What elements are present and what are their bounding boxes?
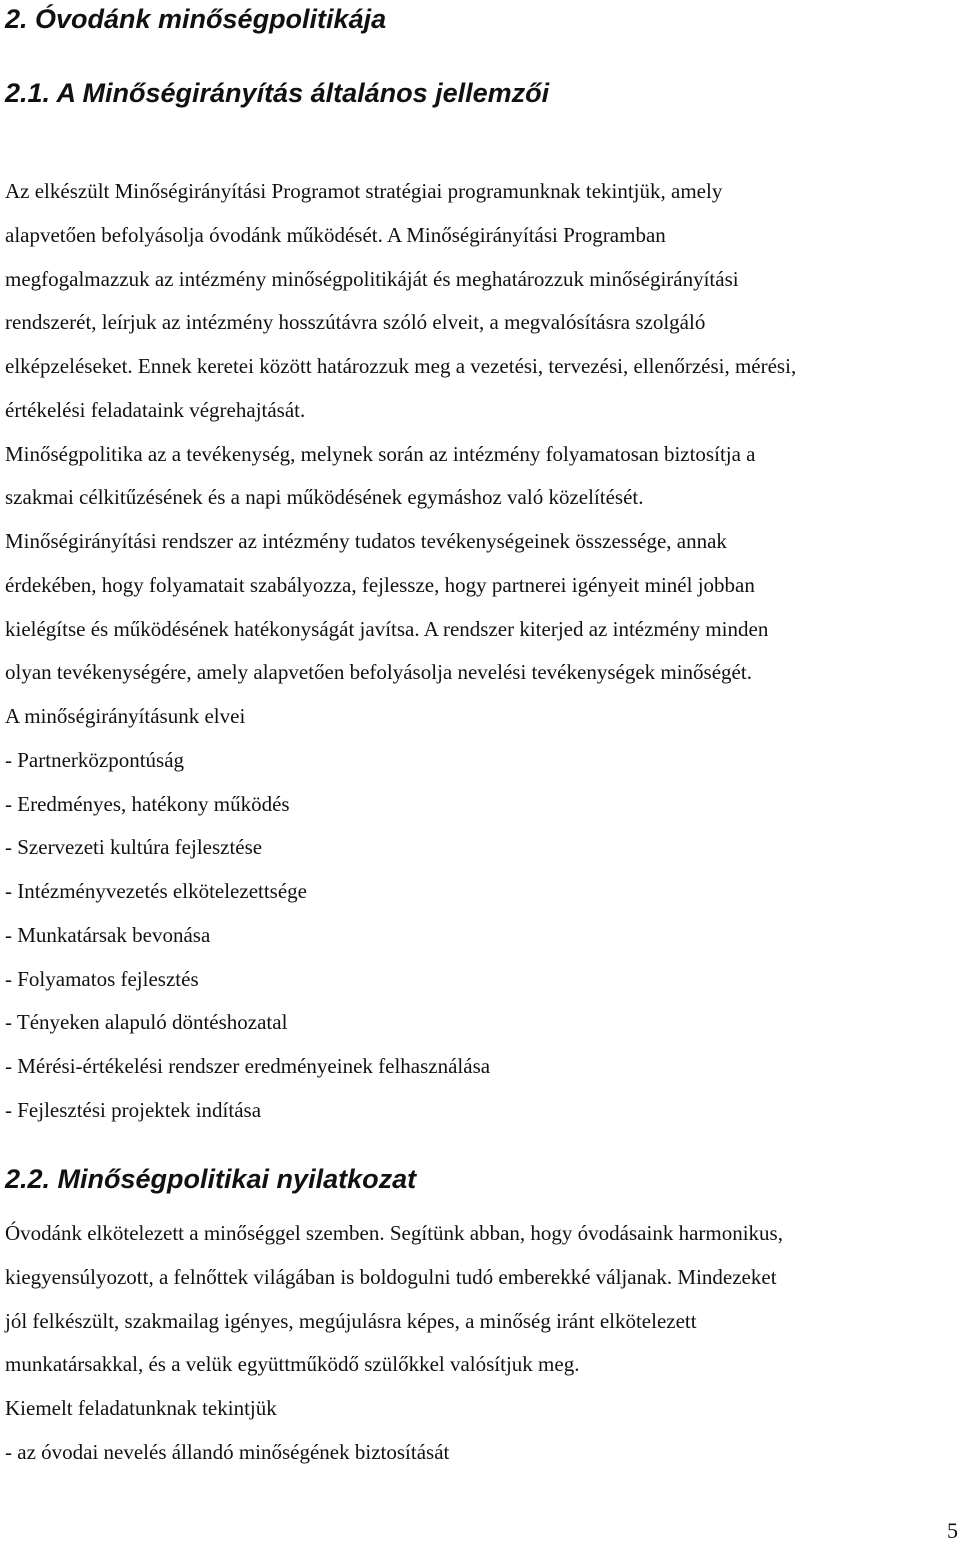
text-line: Kiemelt feladatunknak tekintjük <box>5 1396 277 1420</box>
text-line: olyan tevékenységére, amely alapvetően befolyásolja nevelési tevékenységek minőségét. <box>5 660 752 685</box>
list-item: - Folyamatos fejlesztés <box>5 966 199 991</box>
text-line: alapvetően befolyásolja óvodánk működését. A Minőségirányítási Programban <box>5 222 666 247</box>
subsection-2-1-body <box>5 170 957 1133</box>
text-line: kiegyensúlyozott, a felnőttek világában is boldogulni tudó emberekké váljanak. Mindezeket <box>5 1264 777 1289</box>
text-line: munkatársakkal, és a velük együttműködő szülőkkel valósítjuk meg. <box>5 1352 580 1377</box>
principles-intro: A minőségirányításunk elvei <box>5 704 246 728</box>
list-item: - Tényeken alapuló döntéshozatal <box>5 1010 288 1035</box>
list-item: - Eredményes, hatékony működés <box>5 791 290 816</box>
text-line: Az elkészült Minőségirányítási Programot stratégiai programunknak tekintjük, amely <box>5 179 723 203</box>
list-item: - Fejlesztési projektek indítása <box>5 1097 262 1122</box>
text-line: értékelési feladataink végrehajtását. <box>5 397 306 422</box>
page-number: 5 <box>947 1518 958 1543</box>
text-line: jól felkészült, szakmailag igényes, megújulásra képes, a minőség iránt elkötelezett <box>5 1308 697 1333</box>
subsection-heading-2-1: 2.1. A Minőségirányítás általános jellemzői <box>5 78 550 108</box>
list-item: - az óvodai nevelés állandó minőségének biztosítását <box>5 1439 450 1464</box>
text-line: szakmai célkitűzésének és a napi működésének egymáshoz való közelítését. <box>5 485 644 510</box>
text-line: megfogalmazzuk az intézmény minőségpolitikáját és meghatározzuk minőségirányítási <box>5 266 739 291</box>
text-line: Minőségirányítási rendszer az intézmény tudatos tevékenységeinek összessége, annak <box>5 529 727 553</box>
list-item: - Munkatársak bevonása <box>5 922 211 947</box>
list-item: - Mérési-értékelési rendszer eredményeinek felhasználása <box>5 1054 491 1078</box>
text-line: érdekében, hogy folyamatait szabályozza, fejlessze, hogy partnerei igényeit minél jobban <box>5 572 755 597</box>
list-item: - Partnerközpontúság <box>5 747 185 772</box>
subsection-heading-2-2: 2.2. Minőségpolitikai nyilatkozat <box>5 1164 417 1194</box>
section-heading: 2. Óvodánk minőségpolitikája <box>5 4 387 34</box>
subsection-2-2-body <box>5 1212 957 1475</box>
text-line: kielégítse és működésének hatékonyságát javítsa. A rendszer kiterjed az intézmény minden <box>5 616 769 641</box>
text-line: elképzeléseket. Ennek keretei között határozzuk meg a vezetési, tervezési, ellenőrzési, mérési, <box>5 354 797 378</box>
text-line: Óvodánk elkötelezett a minőséggel szemben. Segítünk abban, hogy óvodásaink harmonikus, <box>5 1221 783 1245</box>
list-item: - Szervezeti kultúra fejlesztése <box>5 835 263 860</box>
text-line: rendszerét, leírjuk az intézmény hosszútávra szóló elveit, a megvalósításra szolgáló <box>5 310 706 335</box>
text-line: Minőségpolitika az a tevékenység, melynek során az intézmény folyamatosan biztosítja a <box>5 441 756 466</box>
list-item: - Intézményvezetés elkötelezettsége <box>5 879 307 903</box>
